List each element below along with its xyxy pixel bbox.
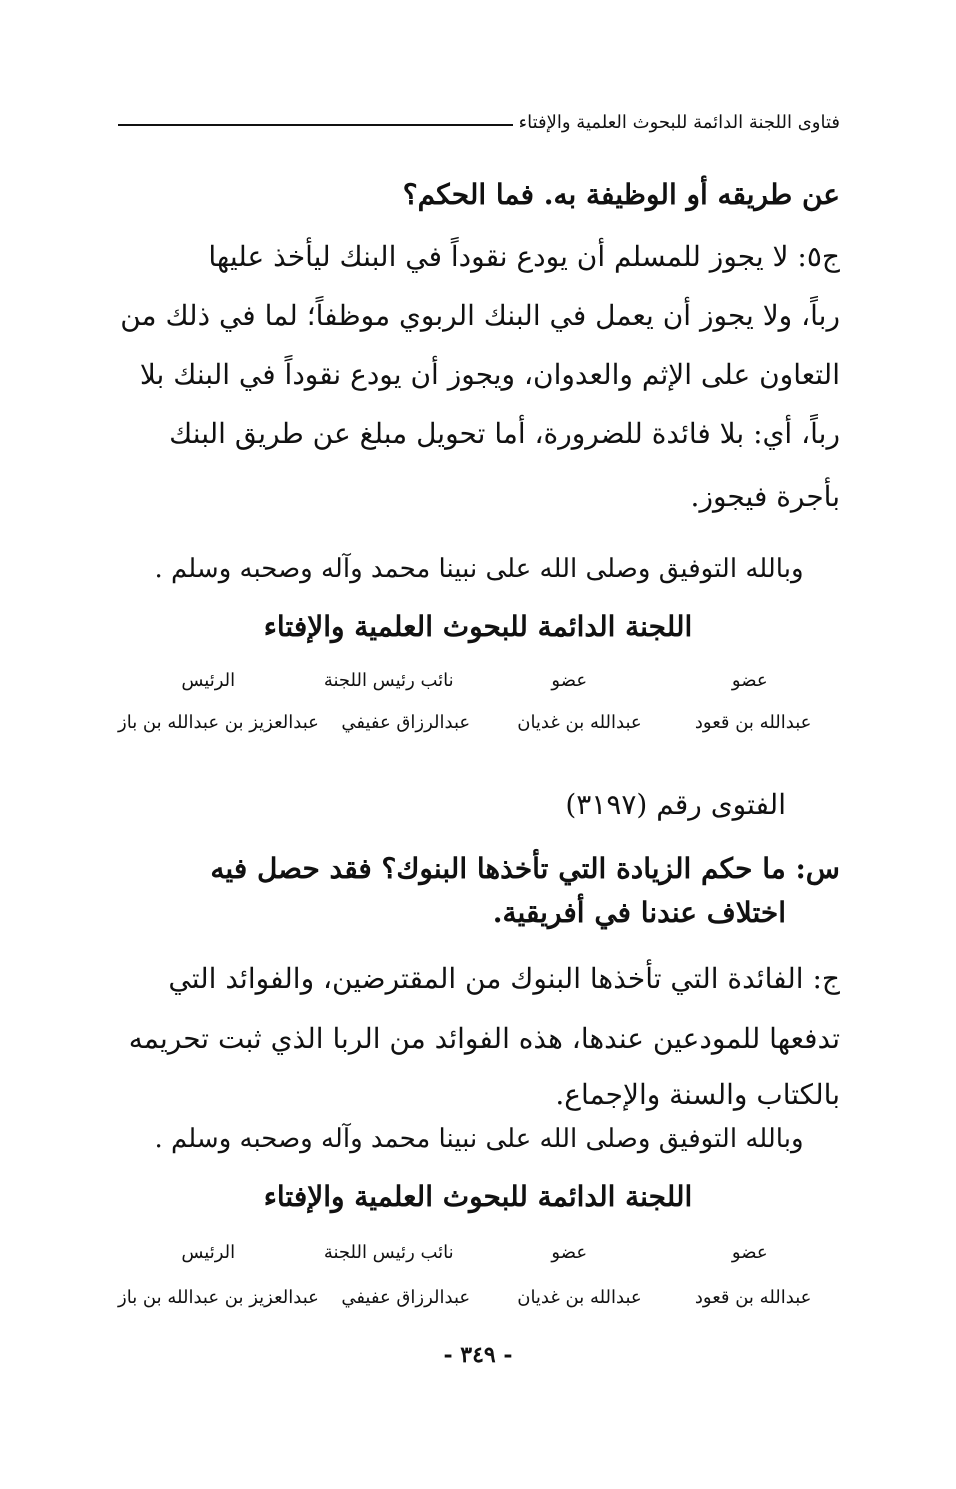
committee-2-role-4: الرئيس [181,1242,236,1263]
closing-1: وبالله التوفيق وصلى الله على نبينا محمد وآله وصحبه وسلم . [154,554,804,584]
committee-2-name-1: عبدالله بن قعود [694,1287,812,1308]
committee-1-role-3: نائب رئيس اللجنة [323,670,454,691]
committee-1-name-4: عبدالعزيز بن عبدالله بن باز [118,712,319,733]
committee-1-name-3: عبدالرزاق عفيفي [341,712,471,733]
answer-1-line-2: رباً، ولا يجوز أن يعمل في البنك الربوي موظفاً؛ لما في ذلك من [120,299,840,332]
committee-1-role-2: عضو [551,670,588,691]
question-2-line-1: س: ما حكم الزيادة التي تأخذها البنوك؟ فقد حصل فيه [210,852,840,885]
answer-1-line-4: رباً، أي: بلا فائدة للضرورة، أما تحويل مبلغ عن طريق البنك [169,417,840,450]
closing-2: وبالله التوفيق وصلى الله على نبينا محمد وآله وصحبه وسلم . [154,1124,804,1154]
answer-1-line-1: ج٥: لا يجوز للمسلم أن يودع نقوداً في البنك ليأخذ عليها [208,240,840,273]
answer-2-line-3: بالكتاب والسنة والإجماع. [555,1078,840,1111]
committee-1-role-4: الرئيس [181,670,236,691]
committee-2-roles [118,1242,840,1263]
committee-2-name-3: عبدالرزاق عفيفي [341,1287,471,1308]
fatwa-number: الفتوى رقم (٣١٩٧) [565,788,786,821]
header-title: فتاوى اللجنة الدائمة للبحوث العلمية والإفتاء [518,112,840,133]
committee-1-names [118,712,840,733]
header-rule [118,124,513,126]
page-number: - ٣٤٩ - [443,1342,513,1368]
committee-2-role-1: عضو [731,1242,768,1263]
committee-2-title: اللجنة الدائمة للبحوث العلمية والإفتاء [263,1180,693,1213]
committee-1-name-2: عبدالله بن غديان [517,712,642,733]
committee-2-name-2: عبدالله بن غديان [517,1287,642,1308]
answer-1-line-5: بأجرة فيجوز. [690,480,840,513]
answer-2-line-2: تدفعها للمودعين عندها، هذه الفوائد من الربا الذي ثبت تحريمه [128,1022,840,1055]
committee-2-role-2: عضو [551,1242,588,1263]
committee-2-role-3: نائب رئيس اللجنة [323,1242,454,1263]
committee-2-name-4: عبدالعزيز بن عبدالله بن باز [118,1287,319,1308]
committee-1-roles [118,670,840,691]
question-1-tail: عن طريقه أو الوظيفة به. فما الحكم؟ [402,178,840,211]
committee-2-names [118,1287,840,1308]
question-2-line-2: اختلاف عندنا في أفريقية. [492,896,786,929]
committee-1-role-1: عضو [731,670,768,691]
answer-2-line-1: ج: الفائدة التي تأخذها البنوك من المقترضين، والفوائد التي [168,962,840,995]
committee-1-title: اللجنة الدائمة للبحوث العلمية والإفتاء [263,610,693,643]
committee-1-name-1: عبدالله بن قعود [694,712,812,733]
running-header [118,112,840,133]
answer-1-line-3: التعاون على الإثم والعدوان، ويجوز أن يودع نقوداً في البنك بلا [139,358,840,391]
